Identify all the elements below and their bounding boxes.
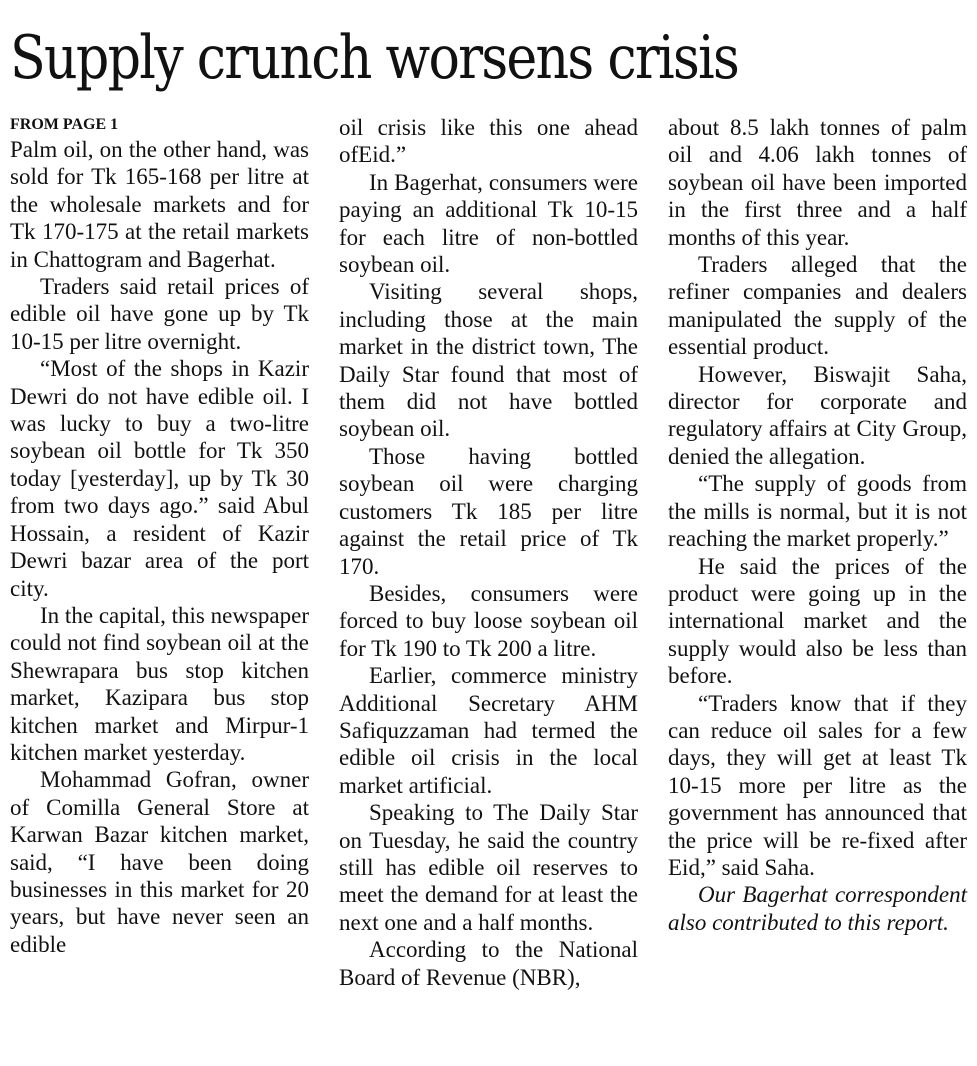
paragraph: Speaking to The Daily Star on Tuesday, he said the country still has edible oil reserves to meet the demand for at least the next one and a half months. xyxy=(339,800,638,935)
paragraph: Besides, consumers were forced to buy loose soybean oil for Tk 190 to Tk 200 a litre. xyxy=(339,580,638,661)
headline: Supply crunch worsens crisis xyxy=(10,23,739,93)
paragraph: “Traders know that if they can reduce oil sales for a few days, they will get at least Tk 10-15 more per litre as the government has announced that the price will be re-fixed after Eid,” said Saha. xyxy=(668,690,967,880)
paragraph: “The supply of goods from the mills is normal, but it is not reaching the market properly.” xyxy=(668,471,967,552)
paragraph: Traders said retail prices of edible oil have gone up by Tk 10-15 per litre overnight. xyxy=(10,274,309,354)
paragraph: Earlier, commerce ministry Additional Secretary AHM Safiquzzaman had termed the edible oil crisis in the local market artificial. xyxy=(339,663,638,798)
article-column-2 xyxy=(339,114,638,991)
paragraph: In Bagerhat, consumers were paying an additional Tk 10-15 for each litre of non-bottled soybean oil. xyxy=(339,169,638,278)
paragraph: Palm oil, on the other hand, was sold for Tk 165-168 per litre at the wholesale markets and for Tk 170-175 at the retail markets in Chattogram and Bagerhat. xyxy=(10,137,309,272)
paragraph: Mohammad Gofran, owner of Comilla General Store at Karwan Bazar kitchen market, said, “I have been doing businesses in this market for 20 years, but have never seen an edible xyxy=(10,767,309,957)
paragraph: Those having bottled soybean oil were charging customers Tk 185 per litre against the retail price of Tk 170. xyxy=(339,443,638,579)
contributor-credit: Our Bagerhat correspondent also contributed to this report. xyxy=(668,882,967,935)
paragraph: He said the prices of the product were going up in the international market and the supply would also be less than before. xyxy=(668,553,967,689)
from-page-kicker: FROM PAGE 1 xyxy=(10,116,119,133)
article-column-1 xyxy=(10,114,309,958)
paragraph: Visiting several shops, including those at the main market in the district town, The Daily Star found that most of them did not have bottled soybean oil. xyxy=(339,279,638,442)
paragraph: Traders alleged that the refiner companies and dealers manipulated the supply of the essential product. xyxy=(668,252,967,360)
article-column-3 xyxy=(668,114,967,936)
paragraph: “Most of the shops in Kazir Dewri do not have edible oil. I was lucky to buy a two-litre soybean oil bottle for Tk 350 today [yesterday], up by Tk 30 from two days ago.” said Abul Hossain, a resident of Kazir Dewri bazar area of the port city. xyxy=(10,356,309,601)
paragraph: In the capital, this newspaper could not find soybean oil at the Shewrapara bus stop kitchen market, Kazipara bus stop kitchen market and Mirpur-1 kitchen market yesterday. xyxy=(10,602,309,765)
paragraph: oil crisis like this one ahead ofEid.” xyxy=(339,115,638,168)
paragraph: According to the National Board of Revenue (NBR), xyxy=(339,937,638,990)
paragraph: However, Biswajit Saha, director for corporate and regulatory affairs at City Group, denied the allegation. xyxy=(668,361,967,469)
paragraph: about 8.5 lakh tonnes of palm oil and 4.06 lakh tonnes of soybean oil have been imported in the first three and a half months of this year. xyxy=(668,115,967,250)
